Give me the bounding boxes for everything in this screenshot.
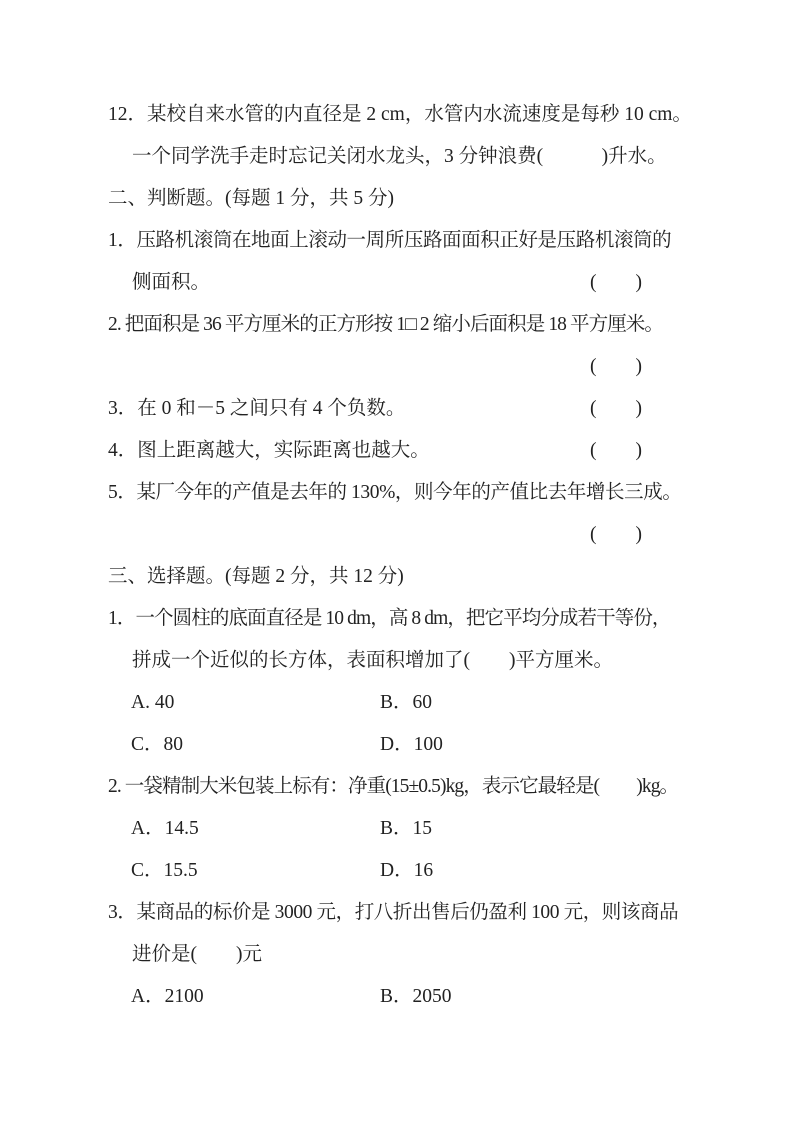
choice-q1-options-cd	[108, 724, 678, 766]
question-text: 2. 把面积是 36 平方厘米的正方形按 1□ 2 缩小后面积是 18 平方厘米。	[108, 314, 664, 336]
question-text: 2. 一袋精制大米包装上标有：净重(15±0.5)kg，表示它最轻是( )kg。	[108, 776, 679, 798]
question-text: 1．压路机滚筒在地面上滚动一周所压路面面积正好是压路机滚筒的	[108, 230, 672, 252]
choice-q2-line1	[108, 766, 678, 808]
judge-q3-line1	[108, 388, 678, 430]
judge-q1-line2	[108, 262, 678, 304]
choice-section-heading	[108, 556, 678, 598]
answer-bracket: ( )	[590, 398, 642, 420]
fillblank-q12-line2	[108, 136, 678, 178]
judge-q5-line1	[108, 472, 682, 514]
option-b: B．60	[380, 692, 433, 714]
answer-bracket: ( )	[590, 440, 642, 462]
option-a: A．14.5	[131, 818, 199, 840]
question-text: 4．图上距离越大，实际距离也越大。	[108, 440, 430, 462]
question-text: 3．某商品的标价是 3000 元，打八折出售后仍盈利 100 元，则该商品	[108, 902, 679, 924]
choice-q1-options-ab	[108, 682, 678, 724]
option-b: B．2050	[380, 986, 452, 1008]
answer-bracket: ( )	[590, 272, 642, 294]
option-c: C．15.5	[131, 860, 198, 882]
option-d: D．100	[380, 734, 443, 756]
judge-q2-answer-line	[108, 346, 678, 388]
choice-q3-line2	[108, 934, 678, 976]
question-text: 1．一个圆柱的底面直径是 10 dm，高 8 dm，把它平均分成若干等份，	[108, 608, 671, 630]
question-text: 一个同学洗手走时忘记关闭水龙头，3 分钟浪费( )升水。	[132, 146, 667, 168]
option-a: A. 40	[131, 692, 175, 714]
choice-q3-line1	[108, 892, 678, 934]
question-text: 5．某厂今年的产值是去年的 130%，则今年的产值比去年增长三成。	[108, 482, 682, 504]
answer-bracket: ( )	[590, 356, 642, 378]
choice-q1-line2	[108, 640, 678, 682]
option-d: D．16	[380, 860, 434, 882]
judge-q1-line1	[108, 220, 678, 262]
section-heading-text: 三、选择题。(每题 2 分，共 12 分)	[108, 566, 404, 588]
option-b: B．15	[380, 818, 433, 840]
choice-q3-options-ab	[108, 976, 678, 1018]
fillblank-q12-line1	[108, 94, 692, 136]
judge-q2-line1	[108, 304, 678, 346]
judge-q4-line1	[108, 430, 678, 472]
question-text: 侧面积。	[132, 272, 211, 294]
question-text: 进价是( )元	[132, 944, 262, 966]
judge-q5-answer-line	[108, 514, 678, 556]
option-a: A．2100	[131, 986, 204, 1008]
exam-content	[108, 94, 692, 1018]
judge-section-heading	[108, 178, 678, 220]
answer-bracket: ( )	[590, 524, 642, 546]
choice-q2-options-ab	[108, 808, 678, 850]
question-text: 拼成一个近似的长方体，表面积增加了( )平方厘米。	[132, 650, 613, 672]
question-text: 12．某校自来水管的内直径是 2 cm，水管内水流速度是每秒 10 cm。	[108, 104, 692, 126]
option-c: C．80	[131, 734, 184, 756]
choice-q2-options-cd	[108, 850, 678, 892]
section-heading-text: 二、判断题。(每题 1 分，共 5 分)	[108, 188, 394, 210]
choice-q1-line1	[108, 598, 678, 640]
question-text: 3．在 0 和－5 之间只有 4 个负数。	[108, 398, 406, 420]
